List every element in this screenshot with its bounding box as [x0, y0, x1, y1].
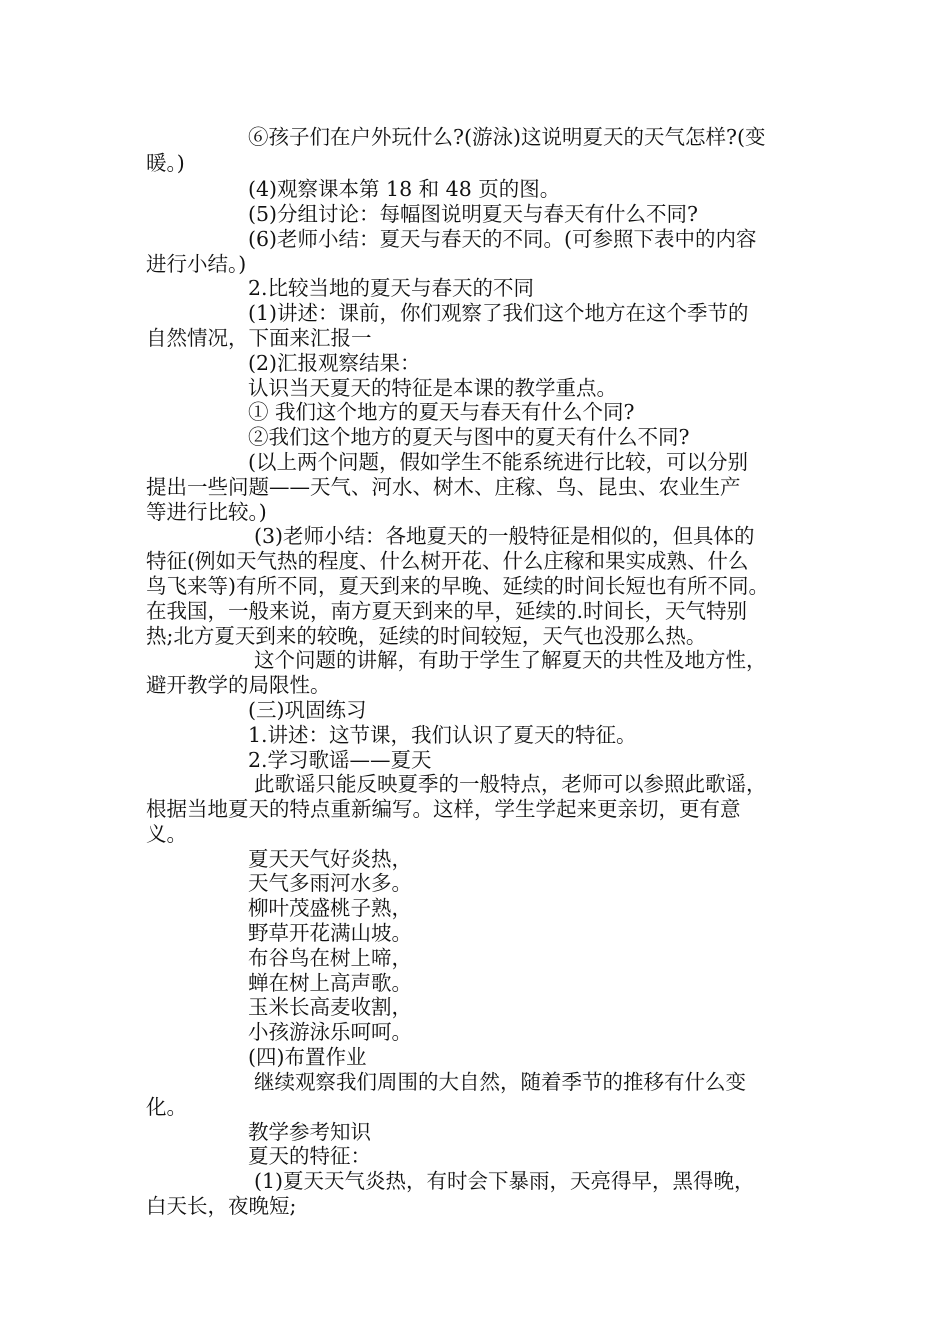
text-line: 在我国，一般来说，南方夏天到来的早，延续的.时间长，天气特别 [146, 599, 748, 623]
text-line: 热;北方夏天到来的较晚，延续的时间较短，天气也没那么热。 [146, 624, 707, 648]
text-line: 这个问题的讲解，有助于学生了解夏天的共性及地方性， [254, 648, 767, 672]
text-line: 特征(例如天气热的程度、什么树开花、什么庄稼和果实成熟、什么 [146, 549, 749, 573]
text-line: (6)老师小结：夏天与春天的不同。(可参照下表中的内容 [248, 227, 757, 251]
text-line: ②我们这个地方的夏天与图中的夏天有什么不同? [248, 425, 690, 449]
text-line: (5)分组讨论：每幅图说明夏天与春天有什么不同? [248, 202, 699, 226]
text-line: 夏天的特征： [248, 1144, 371, 1168]
text-line: 小孩游泳乐呵呵。 [248, 1020, 412, 1044]
text-line: 教学参考知识 [248, 1120, 371, 1144]
text-line: 1.讲述：这节课，我们认识了夏天的特征。 [248, 723, 637, 747]
text-line: (1)讲述：课前，你们观察了我们这个地方在这个季节的 [248, 301, 749, 325]
text-line: (4)观察课本第 18 和 48 页的图。 [248, 177, 561, 201]
text-line: 布谷鸟在树上啼， [248, 946, 412, 970]
text-line: 化。 [146, 1095, 187, 1119]
text-line: 2.比较当地的夏天与春天的不同 [248, 276, 535, 300]
text-line: 继续观察我们周围的大自然，随着季节的推移有什么变 [254, 1070, 746, 1094]
text-line: (1)夏天天气炎热，有时会下暴雨，天亮得早，黑得晚， [254, 1169, 755, 1193]
text-line: 夏天天气好炎热， [248, 847, 412, 871]
text-line: 白天长，夜晚短; [146, 1194, 297, 1218]
text-line: 此歌谣只能反映夏季的一般特点，老师可以参照此歌谣， [254, 772, 767, 796]
text-line: (3)老师小结：各地夏天的一般特征是相似的，但具体的 [254, 524, 755, 548]
text-line: 根据当地夏天的特点重新编写。这样，学生学起来更亲切，更有意 [146, 797, 741, 821]
text-line: 提出一些问题——天气、河水、树木、庄稼、鸟、昆虫、农业生产 [146, 475, 741, 499]
text-line: (以上两个问题，假如学生不能系统进行比较，可以分别 [248, 450, 748, 474]
text-line: (四)布置作业 [248, 1045, 367, 1069]
text-line: 蝉在树上高声歌。 [248, 971, 412, 995]
text-line: 鸟飞来等)有所不同，夏天到来的早晚、延续的时间长短也有所不同。 [146, 574, 769, 598]
text-line: 天气多雨河水多。 [248, 871, 412, 895]
text-line: (2)汇报观察结果： [248, 351, 421, 375]
text-line: 玉米长高麦收割， [248, 995, 412, 1019]
text-line: 进行小结。) [146, 252, 247, 276]
text-line: 暖。) [146, 151, 185, 175]
text-line: ⑥孩子们在户外玩什么?(游泳)这说明夏天的天气怎样?(变 [248, 125, 766, 149]
text-line: (三)巩固练习 [248, 698, 367, 722]
text-line: 自然情况，下面来汇报一 [146, 326, 372, 350]
text-line: 野草开花满山坡。 [248, 921, 412, 945]
text-line: 2.学习歌谣——夏天 [248, 748, 432, 772]
text-line: 避开教学的局限性。 [146, 673, 331, 697]
text-line: ① 我们这个地方的夏天与春天有什么个同? [248, 400, 635, 424]
text-line: 义。 [146, 822, 187, 846]
text-line: 认识当天夏天的特征是本课的教学重点。 [248, 376, 617, 400]
text-line: 柳叶茂盛桃子熟， [248, 896, 412, 920]
text-line: 等进行比较。) [146, 500, 267, 524]
